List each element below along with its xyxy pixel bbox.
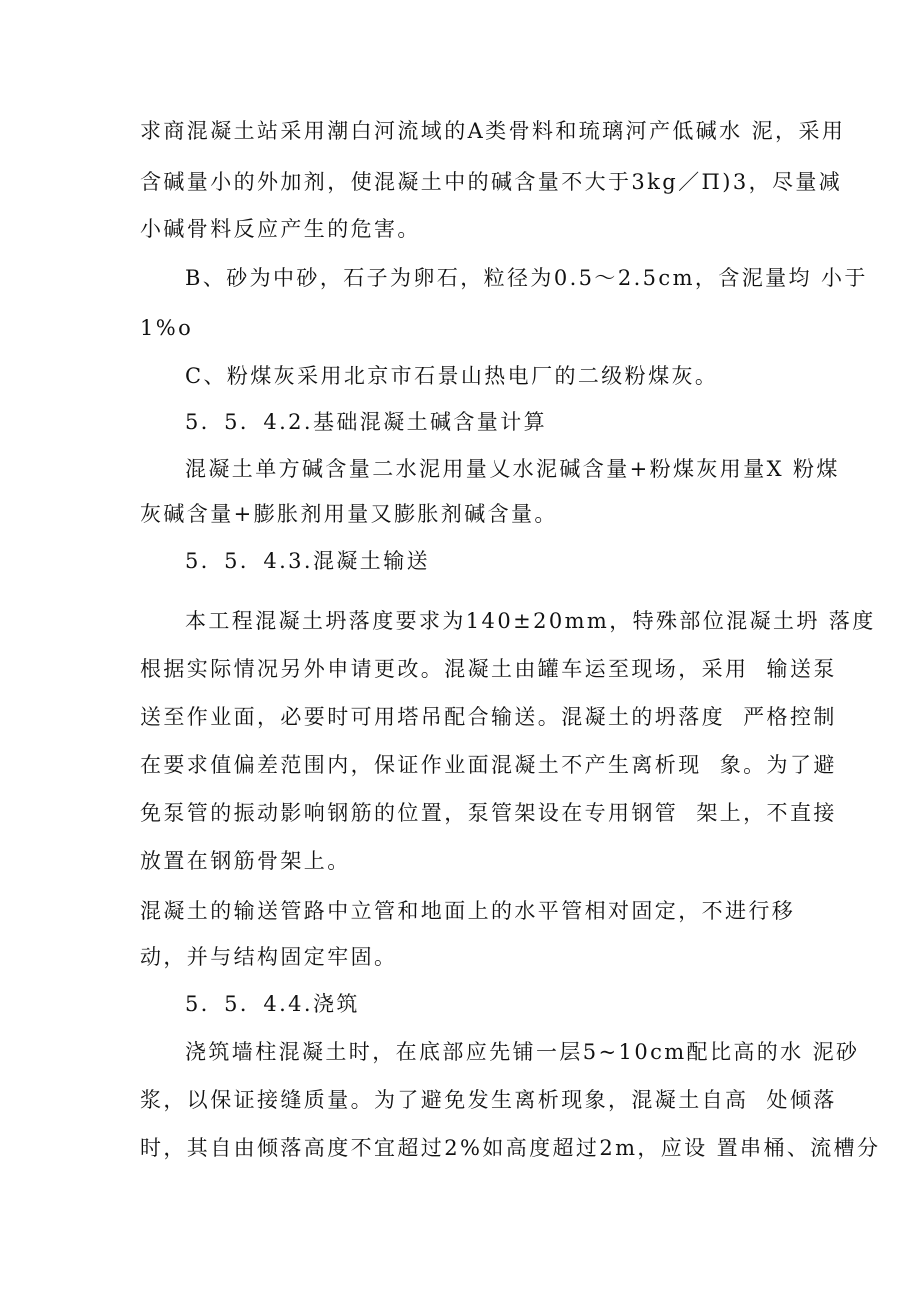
text-line: 求商混凝土站采用潮白河流域的A类骨料和琉璃河产低碱水 泥，采用 — [140, 119, 846, 143]
text-line: 免泵管的振动影响钢筋的位置，泵管架设在专用钢管 架上，不直接 — [140, 801, 837, 825]
text-line: 在要求值偏差范围内，保证作业面混凝土不产生离析现 象。为了避 — [140, 753, 837, 777]
text-line: 送至作业面，必要时可用塔吊配合输送。混凝土的坍落度 严格控制 — [140, 705, 837, 729]
text-line: 1%o — [140, 316, 194, 340]
text-line: 混凝土的输送管路中立管和地面上的水平管相对固定，不进行移 — [140, 899, 796, 923]
text-line: C、粉煤灰采用北京市石景山热电厂的二级粉煤灰。 — [185, 364, 719, 388]
text-line: 混凝土单方碱含量二水泥用量乂水泥碱含量+粉煤灰用量X 粉煤 — [185, 457, 840, 481]
section-heading: 5．5．4.3.混凝土输送 — [185, 549, 430, 573]
text-line: B、砂为中砂，石子为卵石，粒径为0.5～2.5cm，含泥量均 小于 — [185, 266, 868, 290]
text-line: 放置在钢筋骨架上。 — [140, 849, 351, 873]
section-heading: 5．5．4.4.浇筑 — [185, 992, 360, 1016]
text-line: 本工程混凝土坍落度要求为140±20mm，特殊部位混凝土坍 落度 — [185, 609, 876, 633]
text-line: 小碱骨料反应产生的危害。 — [140, 217, 421, 241]
text-line: 根据实际情况另外申请更改。混凝土由罐车运至现场，采用 输送泵 — [140, 657, 837, 681]
text-line: 浇筑墙柱混凝土时，在底部应先铺一层5~10cm配比高的水 泥砂 — [185, 1040, 860, 1064]
text-line: 浆，以保证接缝质量。为了避免发生离析现象，混凝土自高 处倾落 — [140, 1088, 837, 1112]
section-heading: 5．5．4.2.基础混凝土碱含量计算 — [185, 410, 547, 434]
text-line: 时，其自由倾落高度不宜超过2%如高度超过2m，应设 置串桶、流槽分 — [140, 1136, 881, 1160]
text-line: 动，并与结构固定牢固。 — [140, 945, 398, 969]
text-line: 灰碱含量+膨胀剂用量又膨胀剂碱含量。 — [140, 502, 558, 526]
text-line: 含碱量小的外加剂，使混凝土中的碱含量不大于3kg／Π)3，尽量减 — [140, 170, 843, 194]
